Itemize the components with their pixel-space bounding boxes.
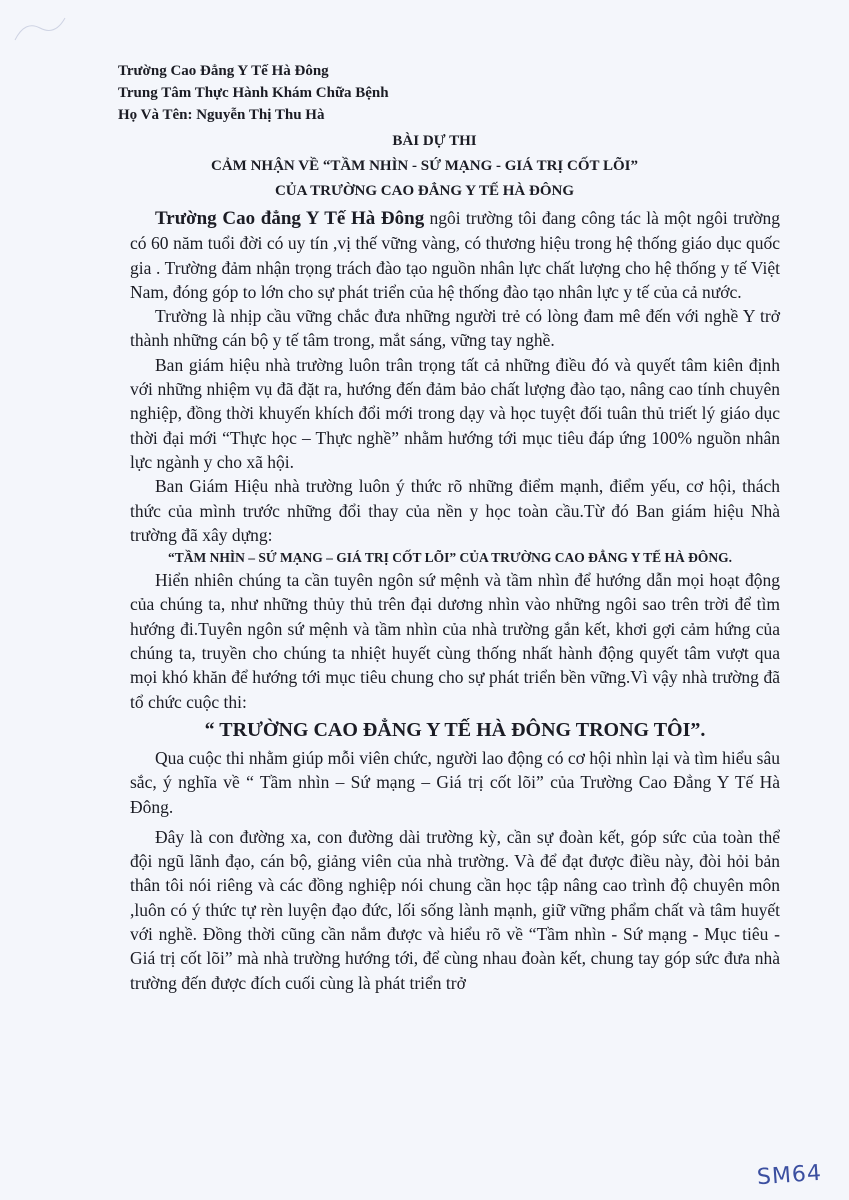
vision-subheading: “TẦM NHÌN – SỨ MẠNG – GIÁ TRỊ CỐT LÕI” CỦA TRƯỜNG CAO ĐẲNG Y TẾ HÀ ĐÔNG.	[167, 550, 733, 566]
title-entry: BÀI DỰ THI	[392, 133, 477, 149]
center-name: Trung Tâm Thực Hành Khám Chữa Bệnh	[118, 85, 389, 101]
scan-smudge-icon	[10, 10, 70, 50]
author-name: Họ Và Tên: Nguyễn Thị Thu Hà	[118, 107, 325, 123]
paragraph-1	[130, 206, 780, 304]
handwritten-page-mark: SM64	[756, 1160, 823, 1191]
title-school: CỦA TRƯỜNG CAO ĐẲNG Y TẾ HÀ ĐÔNG	[274, 183, 575, 199]
paragraph-7: Đây là con đường xa, con đường dài trường kỳ, cần sự đoàn kết, góp sức của toàn thể đội ngũ lãnh đạo, cán bộ, giảng viên của nhà trường. Và để đạt được điều này, đòi hỏi bản thân tôi nói riêng và các đồng nghiệp nói chung cần học tập nâng cao trình độ chuyên môn ,luôn có ý thức tự rèn luyện đạo đức, lối sống lành mạnh, giữ vững phẩm chất và tâm huyết với nghề. Đồng thời cũng cần nắm được và hiểu rõ về “Tầm nhìn - Sứ mạng - Mục tiêu - Giá trị cốt lõi” mà nhà trường hướng tới, để cùng nhau đoàn kết, chung tay góp sức đưa nhà trường đến được đích cuối cùng là phát triển trở	[130, 826, 780, 993]
contest-title: “ TRƯỜNG CAO ĐẲNG Y TẾ HÀ ĐÔNG TRONG TÔI”.	[204, 718, 706, 741]
author-header	[118, 60, 389, 126]
school-name: Trường Cao Đẳng Y Tế Hà Đông	[118, 63, 329, 79]
paragraph-4: Ban Giám Hiệu nhà trường luôn ý thức rõ những điểm mạnh, điểm yếu, cơ hội, thách thức của mình trước những đổi thay của nền y học toàn cầu.Từ đó Ban giám hiệu Nhà trường đã xây dựng:	[130, 476, 780, 545]
document-titles	[0, 129, 849, 204]
lead-school-name: Trường Cao đẳng Y Tế Hà Đông	[155, 208, 425, 229]
title-topic: CẢM NHẬN VỀ “TẦM NHÌN - SỨ MẠNG - GIÁ TRỊ CỐT LÕI”	[211, 158, 638, 174]
essay-body	[130, 206, 780, 995]
paragraph-2: Trường là nhịp cầu vững chắc đưa những người trẻ có lòng đam mê đến với nghề Y trở thành những cán bộ y tế tâm trong, mắt sáng, vững tay nghề.	[130, 306, 780, 351]
paragraph-5: Hiển nhiên chúng ta cần tuyên ngôn sứ mệnh và tầm nhìn để hướng dẫn mọi hoạt động của chúng ta, như những thủy thủ trên đại dương nhìn vào những ngôi sao trên trời để tìm hướng đi.Tuyên ngôn sứ mệnh và tầm nhìn của nhà trường gắn kết, khơi gợi cảm hứng của chúng ta, truyền cho chúng ta nhiệt huyết cùng thống nhất hành động quyết tâm vượt qua mọi khó khăn để hướng tới mục tiêu chung cho sự phát triển bền vững.Vì vậy nhà trường đã tổ chức cuộc thi:	[130, 570, 780, 712]
paragraph-1-text: ngôi trường tôi đang công tác là một ngôi trường có 60 năm tuổi đời có uy tín ,vị thế vững vàng, có thương hiệu trong hệ thống giáo dục quốc gia . Trường đảm nhận trọng trách đào tạo nguồn nhân lực chất lượng cho hệ thống y tế Việt Nam, đóng góp to lớn cho sự phát triển của hệ thống đào tạo nhân lực y tế của cả nước.	[130, 208, 780, 302]
paragraph-3: Ban giám hiệu nhà trường luôn trân trọng tất cả những điều đó và quyết tâm kiên định với những nhiệm vụ đã đặt ra, hướng đến đảm bảo chất lượng đào tạo, nâng cao tính chuyên nghiệp, đồng thời khuyến khích đổi mới trong dạy và học tuyệt đối tuân thủ triết lý giáo dục thời đại mới “Thực học – Thực nghề” nhằm hướng tới mục tiêu đáp ứng 100% nguồn nhân lực ngành y cho xã hội.	[130, 354, 780, 472]
paragraph-6: Qua cuộc thi nhằm giúp mỗi viên chức, người lao động có cơ hội nhìn lại và tìm hiểu sâu sắc, ý nghĩa về “ Tầm nhìn – Sứ mạng – Giá trị cốt lõi” của Trường Cao Đẳng Y Tế Hà Đông.	[130, 747, 780, 817]
